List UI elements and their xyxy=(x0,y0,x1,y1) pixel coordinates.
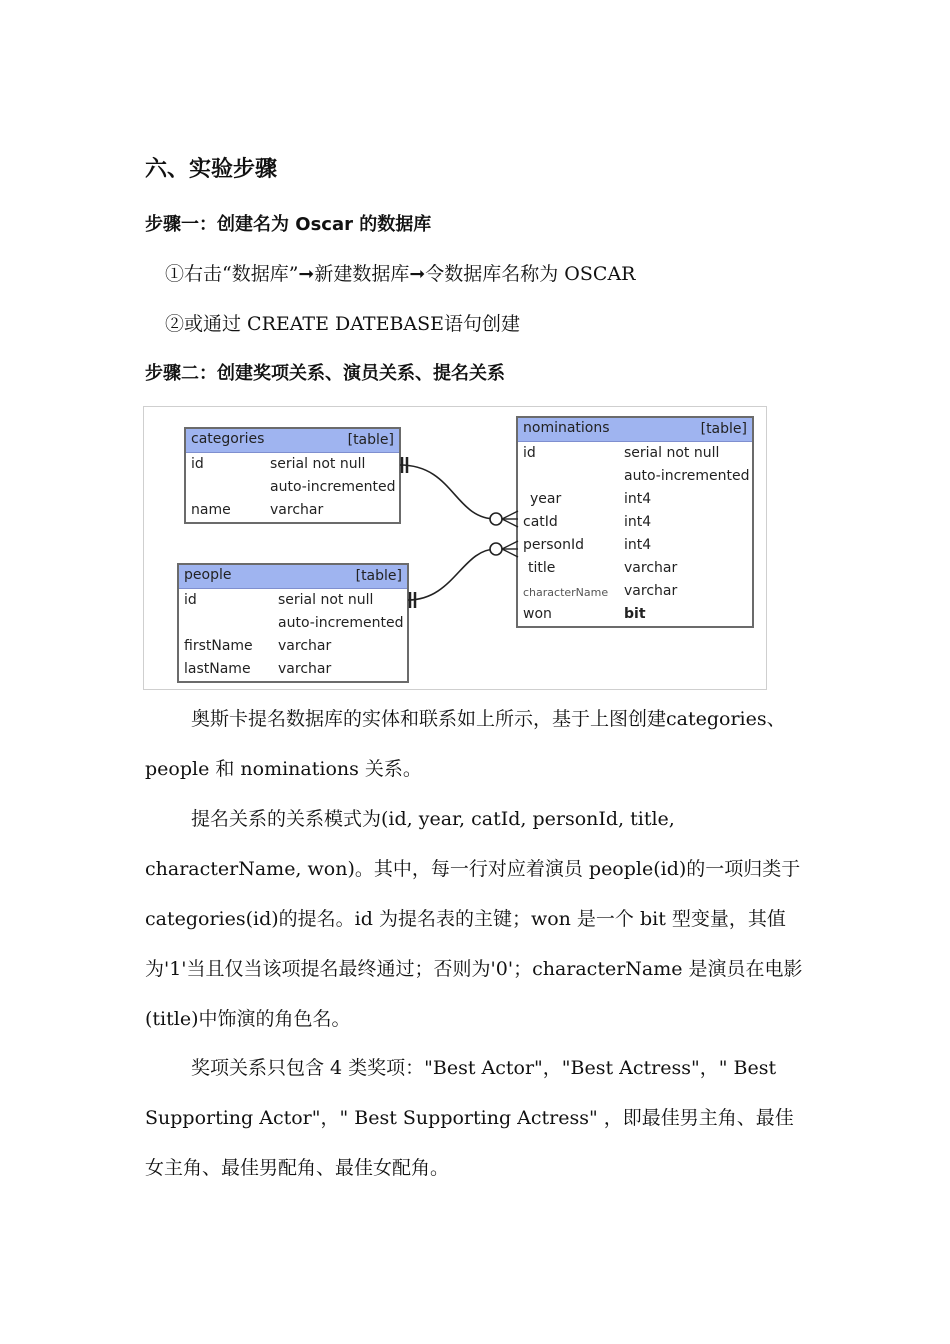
people-table-name: people xyxy=(184,567,232,583)
relationship-connectors xyxy=(144,407,766,689)
field-type: varchar xyxy=(270,502,324,518)
field-type: int4 xyxy=(624,514,652,530)
people-nominations-link xyxy=(408,549,496,600)
field-name: won xyxy=(523,606,552,622)
er-diagram xyxy=(143,406,767,690)
field-name: id xyxy=(523,445,536,461)
field-name: id xyxy=(184,592,197,608)
field-type: auto-incremented xyxy=(278,615,404,631)
field-type: int4 xyxy=(624,491,652,507)
step1-title: 步骤一：创建名为 Oscar 的数据库 xyxy=(145,214,432,235)
field-name: year xyxy=(530,491,562,507)
field-type: varchar xyxy=(624,560,678,576)
many-marker xyxy=(490,513,502,525)
nominations-table-name: nominations xyxy=(523,420,610,436)
categories-table-name: categories xyxy=(191,431,265,447)
field-type: varchar xyxy=(278,638,332,654)
nominations-table-tag: [table] xyxy=(700,421,747,437)
field-name: title xyxy=(528,560,556,576)
field-name: characterName xyxy=(523,586,609,599)
field-type: int4 xyxy=(624,537,652,553)
paragraph-1: 奥斯卡提名数据库的实体和联系如上所示，基于上图创建categories、people 和 nominations 关系。 xyxy=(145,708,786,780)
field-type: varchar xyxy=(278,661,332,677)
field-type: auto-incremented xyxy=(624,468,750,484)
field-name: firstName xyxy=(184,638,253,654)
step2-title: 步骤二：创建奖项关系、演员关系、提名关系 xyxy=(145,363,505,384)
crowfoot xyxy=(502,549,518,557)
people-table-tag: [table] xyxy=(355,568,402,584)
field-type: serial not null xyxy=(270,456,366,472)
paragraph-3: 奖项关系只包含 4 类奖项："Best Actor"，"Best Actress"，" Best Supporting Actor"，" Best Supporting Actress" ，即最佳男主角、最佳女主角、最佳男配角、最佳女配角。 xyxy=(145,1057,794,1179)
field-type: serial not null xyxy=(624,445,720,461)
crowfoot xyxy=(502,541,518,549)
field-name: catId xyxy=(523,514,558,530)
field-type: serial not null xyxy=(278,592,374,608)
field-type: auto-incremented xyxy=(270,479,396,495)
field-type: varchar xyxy=(624,583,678,599)
field-type: bit xyxy=(624,606,646,622)
crowfoot xyxy=(502,511,518,519)
categories-table-tag: [table] xyxy=(347,432,394,448)
field-name: lastName xyxy=(184,661,251,677)
step1-item-1: ①右击“数据库”➞新建数据库➞令数据库名称为 OSCAR xyxy=(165,263,636,285)
field-name: id xyxy=(191,456,204,472)
paragraph-2: 提名关系的关系模式为(id, year, catId, personId, title, characterName, won)。其中，每一行对应着演员 people(id)的一项归类于 categories(id)的提名。id 为提名表的主键；won 是一个 bit 型变量，其值为'1'当且仅当该项提名最终通过；否则为'0'；characterName 是演员在电影(title)中饰演的角色名。 xyxy=(145,808,803,1030)
section-heading: 六、实验步骤 xyxy=(145,157,278,182)
field-name: name xyxy=(191,502,231,518)
field-name: personId xyxy=(523,537,585,553)
step1-item-2: ②或通过 CREATE DATEBASE语句创建 xyxy=(165,313,521,335)
crowfoot xyxy=(502,519,518,527)
categories-nominations-link xyxy=(400,465,496,519)
many-marker xyxy=(490,543,502,555)
